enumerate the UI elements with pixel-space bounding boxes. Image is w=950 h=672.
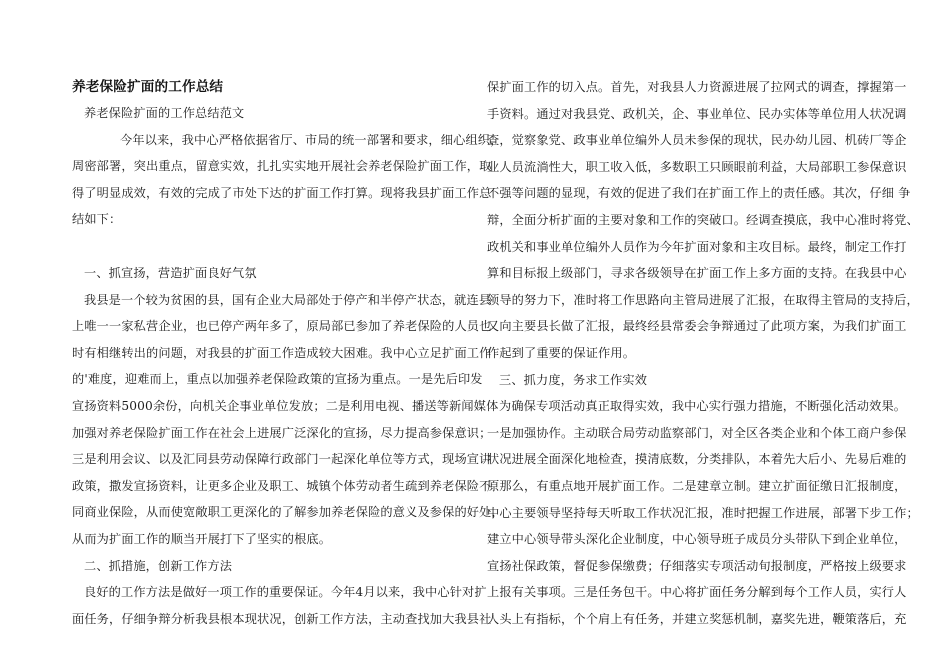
text-line: 三是利用会议、以及汇同县劳动保障行政部门一起深化单位等方式，现场宣讲	[72, 452, 492, 467]
text-line: 面任务，仔细争辩分析我县根本现状况，创新工作方法，主动查找加大我县社	[72, 611, 492, 626]
text-line: 辩，全面分析扩面的主要对象和工作的突破口。经调查摸底，我中心准时将党、	[487, 212, 919, 227]
text-line: 三、抓力度，务求工作实效	[499, 372, 648, 387]
right-column-body	[487, 74, 919, 632]
text-line: 养老保险扩面的工作总结范文	[84, 106, 245, 120]
text-line: 我县是一个较为贫困的县，国有企业大局部处于停产和半停产状态，就连县	[84, 292, 492, 307]
text-line: 宣扬社保政策，督促参保缴费；仔细落实专项活动旬报制度，严格按上级要求	[487, 558, 907, 573]
text-line: 从而为扩面工作的顺当开展打下了坚实的根底。	[72, 531, 332, 546]
text-line: 结如下：	[72, 212, 122, 227]
text-line: 作起到了重要的保证作用。	[487, 345, 636, 360]
left-column-body	[72, 100, 504, 632]
text-line: 业人员流淌性大，职工收入低，多数职工只顾眼前利益，大局部职工参保意识	[487, 159, 907, 174]
text-line: 不强等问题的显现，有效的促进了我们在扩面工作上的责任感。其次，仔细 争	[487, 186, 911, 201]
text-line: 的'难度，迎难而上，重点以加强养老保险政策的宣扬为重点。一是先后印发	[72, 372, 483, 387]
text-line: 为确保专项活动真正取得实效，我中心实行强力措施，不断强化活动效果。	[499, 399, 907, 414]
text-line: 今年以来，我中心严格依据省厅、市局的统一部署和要求，细心组织，	[120, 132, 503, 147]
text-line: 建立中心领导带头深化企业制度，中心领导班子成员分头带队下到企业单位，	[487, 532, 907, 547]
text-line: 中心主要领导坚持每天听取工作状况汇报，准时把握工作进展，部署下步工作；	[487, 505, 919, 520]
text-line: 上唯一一家私营企业，也已停产两年多了，原局部已参加了养老保险的人员也	[72, 319, 492, 334]
text-line: 人头上有指标，个个肩上有任务，并建立奖惩机制，嘉奖先进，鞭策落后，充	[487, 611, 907, 626]
text-line: 领导的努力下，准时将工作思路向主管局进展了汇报，在取得主管局的支持后，	[487, 292, 919, 307]
text-line: 算和目标报上级部门，寻求各级领导在扩面工作上多方面的支持。在我县中心	[487, 266, 907, 281]
text-line: 周密部署，突出重点，留意实效，扎扎实实地开展社会养老保险扩面工作，取	[72, 159, 492, 174]
left-column	[72, 74, 504, 632]
text-line	[72, 233, 464, 260]
text-line: 原那么，有重点地开展扩面工作。二是建章立制。建立扩面征缴日汇报制度，	[487, 478, 907, 493]
text-line: 得了明显成效，有效的完成了市处下达的扩面工作打算。现将我县扩面工作总	[72, 185, 492, 200]
text-line: 一、抓宣扬，营造扩面良好气氛	[84, 265, 257, 280]
right-column	[487, 74, 919, 632]
text-line: 保扩面工作的切入点。首先，对我县人力资源进展了拉网式的调查，撑握第一	[487, 80, 907, 94]
text-line: 手资料。通过对我县党、政机关，企、事业单位、民办实体等单位用人状况调	[487, 106, 907, 121]
text-line: 时有相继转出的问题，对我县的扩面工作造成较大困难。我中心立足扩面工作	[72, 345, 492, 360]
text-line: 上报有关事项。三是任务包干。中心将扩面任务分解到每个工作人员，实行人	[487, 585, 907, 600]
text-line: 良好的工作方法是做好一项工作的重要保证。今年4月以来，我中心针对扩	[84, 585, 487, 600]
document-title: 养老保险扩面的工作总结	[72, 79, 224, 95]
text-line: 一是加强协作。主动联合局劳动监察部门，对全区各类企业和个体工商户参保	[487, 425, 907, 440]
text-line: 同商业保险，从而使宽敞职工更深化的了解参加养老保险的意义及参保的好处，	[72, 505, 504, 520]
text-line: 加强对养老保险扩面工作在社会上进展广泛深化的宣扬，尽力提高参保意识；	[72, 425, 492, 440]
text-line: 政机关和事业单位编外人员作为今年扩面对象和主攻目标。最终，制定工作打	[487, 239, 907, 254]
text-line: 查，觉察象党、政事业单位编外人员未参保的现状，民办幼儿园、机砖厂等企	[487, 133, 907, 148]
text-line: 宣扬资料5000余份，向机关企事业单位发放；二是利用电视、播送等新闻媒体	[72, 398, 499, 413]
text-line: 二、抓措施，创新工作方法	[84, 558, 233, 573]
text-line: 又向主要县长做了汇报，最终经县常委会争辩通过了此项方案，为我们扩面工	[487, 319, 907, 334]
text-line: 政策，撒发宣扬资料，让更多企业及职工、城镇个体劳动者生疏到养老保险不	[72, 478, 492, 493]
text-line: 状况进展全面深化地检查，摸清底数，分类排队，本着先大后小、先易后难的	[487, 452, 907, 467]
